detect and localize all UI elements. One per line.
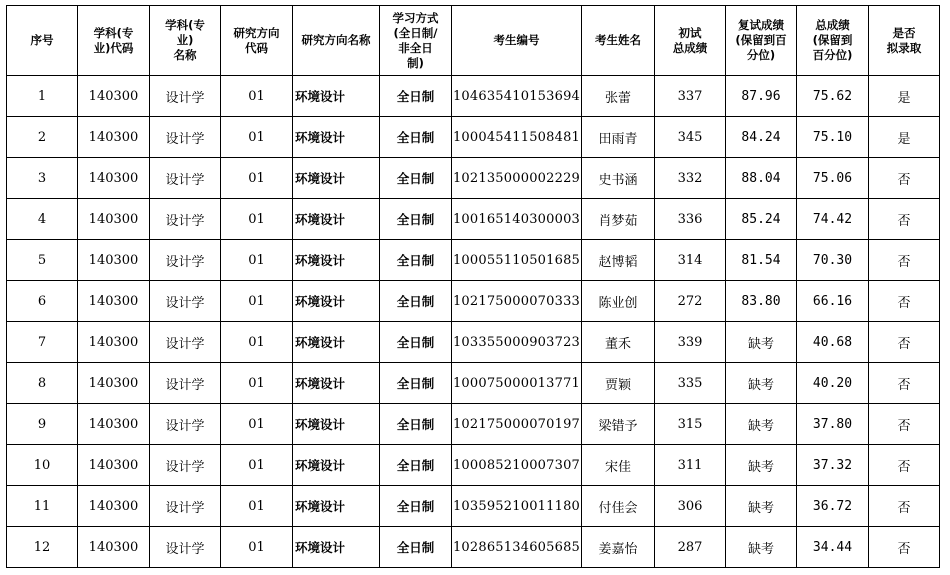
cell-admitted: 是	[869, 117, 940, 158]
cell-seq: 2	[7, 117, 78, 158]
cell-direction-name: 环境设计	[293, 322, 380, 363]
cell-candidate-id: 104635410153694	[452, 76, 582, 117]
cell-subject-name: 设计学	[150, 486, 221, 527]
table-row	[7, 363, 940, 404]
cell-admitted: 否	[869, 240, 940, 281]
cell-direction-name: 环境设计	[293, 445, 380, 486]
cell-direction-code: 01	[221, 240, 293, 281]
cell-subject-code: 140300	[78, 76, 150, 117]
cell-direction-code: 01	[221, 76, 293, 117]
cell-prelim-score: 314	[655, 240, 726, 281]
cell-study-mode: 全日制	[380, 363, 452, 404]
cell-direction-name: 环境设计	[293, 158, 380, 199]
cell-candidate-id: 102175000070333	[452, 281, 582, 322]
cell-subject-name: 设计学	[150, 199, 221, 240]
cell-direction-name: 环境设计	[293, 486, 380, 527]
cell-prelim-score: 335	[655, 363, 726, 404]
header-candidate-id: 考生编号	[452, 6, 582, 76]
cell-retest-score: 缺考	[726, 363, 797, 404]
cell-subject-name: 设计学	[150, 240, 221, 281]
header-candidate-name: 考生姓名	[582, 6, 655, 76]
cell-prelim-score: 287	[655, 527, 726, 568]
cell-prelim-score: 272	[655, 281, 726, 322]
table-row	[7, 117, 940, 158]
cell-total-score: 75.62	[797, 76, 869, 117]
cell-study-mode: 全日制	[380, 76, 452, 117]
cell-subject-code: 140300	[78, 363, 150, 404]
cell-retest-score: 87.96	[726, 76, 797, 117]
header-admitted: 是否 拟录取	[869, 6, 940, 76]
header-prelim-score: 初试 总成绩	[655, 6, 726, 76]
cell-admitted: 否	[869, 199, 940, 240]
cell-total-score: 37.32	[797, 445, 869, 486]
cell-admitted: 否	[869, 445, 940, 486]
cell-direction-code: 01	[221, 322, 293, 363]
table-row	[7, 445, 940, 486]
cell-study-mode: 全日制	[380, 404, 452, 445]
cell-subject-name: 设计学	[150, 527, 221, 568]
cell-seq: 9	[7, 404, 78, 445]
cell-candidate-id: 100165140300003	[452, 199, 582, 240]
cell-prelim-score: 311	[655, 445, 726, 486]
cell-total-score: 70.30	[797, 240, 869, 281]
table-row	[7, 527, 940, 568]
cell-retest-score: 81.54	[726, 240, 797, 281]
header-total-score: 总成绩 (保留到 百分位)	[797, 6, 869, 76]
cell-subject-name: 设计学	[150, 281, 221, 322]
cell-retest-score: 缺考	[726, 486, 797, 527]
cell-direction-code: 01	[221, 117, 293, 158]
cell-study-mode: 全日制	[380, 158, 452, 199]
cell-direction-name: 环境设计	[293, 117, 380, 158]
cell-candidate-id: 103595210011180	[452, 486, 582, 527]
cell-admitted: 否	[869, 281, 940, 322]
cell-direction-name: 环境设计	[293, 76, 380, 117]
cell-seq: 1	[7, 76, 78, 117]
cell-total-score: 37.80	[797, 404, 869, 445]
table-row	[7, 76, 940, 117]
cell-direction-code: 01	[221, 527, 293, 568]
cell-retest-score: 83.80	[726, 281, 797, 322]
header-direction-code: 研究方向 代码	[221, 6, 293, 76]
cell-candidate-id: 102865134605685	[452, 527, 582, 568]
cell-study-mode: 全日制	[380, 486, 452, 527]
cell-candidate-id: 103355000903723	[452, 322, 582, 363]
cell-prelim-score: 345	[655, 117, 726, 158]
cell-study-mode: 全日制	[380, 281, 452, 322]
cell-seq: 6	[7, 281, 78, 322]
cell-candidate-name: 付佳会	[582, 486, 655, 527]
cell-seq: 4	[7, 199, 78, 240]
cell-subject-code: 140300	[78, 240, 150, 281]
cell-admitted: 否	[869, 158, 940, 199]
cell-candidate-name: 田雨青	[582, 117, 655, 158]
cell-subject-code: 140300	[78, 404, 150, 445]
cell-direction-code: 01	[221, 158, 293, 199]
cell-subject-name: 设计学	[150, 363, 221, 404]
cell-prelim-score: 315	[655, 404, 726, 445]
cell-retest-score: 缺考	[726, 445, 797, 486]
cell-total-score: 75.06	[797, 158, 869, 199]
cell-admitted: 是	[869, 76, 940, 117]
cell-direction-code: 01	[221, 199, 293, 240]
cell-admitted: 否	[869, 322, 940, 363]
header-seq: 序号	[7, 6, 78, 76]
cell-seq: 10	[7, 445, 78, 486]
cell-admitted: 否	[869, 363, 940, 404]
cell-prelim-score: 336	[655, 199, 726, 240]
cell-subject-code: 140300	[78, 281, 150, 322]
cell-retest-score: 缺考	[726, 322, 797, 363]
table-row	[7, 199, 940, 240]
cell-seq: 12	[7, 527, 78, 568]
header-row	[7, 6, 940, 76]
table-row	[7, 404, 940, 445]
cell-candidate-name: 梁错予	[582, 404, 655, 445]
cell-seq: 3	[7, 158, 78, 199]
header-study-mode: 学习方式 (全日制/ 非全日 制)	[380, 6, 452, 76]
header-subject-code: 学科(专 业)代码	[78, 6, 150, 76]
cell-direction-name: 环境设计	[293, 363, 380, 404]
cell-prelim-score: 306	[655, 486, 726, 527]
cell-subject-name: 设计学	[150, 117, 221, 158]
cell-study-mode: 全日制	[380, 322, 452, 363]
cell-subject-code: 140300	[78, 486, 150, 527]
table-row	[7, 158, 940, 199]
cell-candidate-name: 董禾	[582, 322, 655, 363]
cell-subject-code: 140300	[78, 199, 150, 240]
cell-subject-name: 设计学	[150, 404, 221, 445]
cell-direction-name: 环境设计	[293, 404, 380, 445]
cell-study-mode: 全日制	[380, 199, 452, 240]
cell-subject-code: 140300	[78, 445, 150, 486]
header-direction-name: 研究方向名称	[293, 6, 380, 76]
cell-admitted: 否	[869, 527, 940, 568]
cell-subject-name: 设计学	[150, 158, 221, 199]
cell-candidate-id: 100085210007307	[452, 445, 582, 486]
cell-total-score: 40.20	[797, 363, 869, 404]
cell-study-mode: 全日制	[380, 117, 452, 158]
cell-candidate-name: 陈业创	[582, 281, 655, 322]
cell-direction-name: 环境设计	[293, 240, 380, 281]
cell-total-score: 34.44	[797, 527, 869, 568]
cell-retest-score: 缺考	[726, 404, 797, 445]
cell-candidate-name: 贾颖	[582, 363, 655, 404]
table-row	[7, 240, 940, 281]
table-row	[7, 322, 940, 363]
cell-candidate-name: 姜嘉怡	[582, 527, 655, 568]
table-body	[7, 76, 940, 568]
cell-total-score: 75.10	[797, 117, 869, 158]
cell-direction-code: 01	[221, 281, 293, 322]
cell-total-score: 66.16	[797, 281, 869, 322]
cell-retest-score: 84.24	[726, 117, 797, 158]
cell-retest-score: 缺考	[726, 527, 797, 568]
header-subject-name: 学科(专 业) 名称	[150, 6, 221, 76]
header-retest-score: 复试成绩 (保留到百 分位)	[726, 6, 797, 76]
cell-seq: 8	[7, 363, 78, 404]
table-row	[7, 486, 940, 527]
cell-direction-code: 01	[221, 445, 293, 486]
cell-prelim-score: 337	[655, 76, 726, 117]
cell-candidate-id: 102175000070197	[452, 404, 582, 445]
cell-study-mode: 全日制	[380, 240, 452, 281]
cell-total-score: 40.68	[797, 322, 869, 363]
cell-candidate-id: 102135000002229	[452, 158, 582, 199]
cell-retest-score: 88.04	[726, 158, 797, 199]
cell-candidate-id: 100045411508481	[452, 117, 582, 158]
cell-direction-code: 01	[221, 363, 293, 404]
cell-seq: 11	[7, 486, 78, 527]
cell-seq: 7	[7, 322, 78, 363]
cell-direction-name: 环境设计	[293, 281, 380, 322]
cell-subject-code: 140300	[78, 117, 150, 158]
cell-subject-code: 140300	[78, 158, 150, 199]
cell-study-mode: 全日制	[380, 527, 452, 568]
admission-table-container	[6, 5, 940, 568]
cell-subject-code: 140300	[78, 322, 150, 363]
cell-admitted: 否	[869, 486, 940, 527]
cell-direction-code: 01	[221, 486, 293, 527]
cell-prelim-score: 332	[655, 158, 726, 199]
cell-study-mode: 全日制	[380, 445, 452, 486]
cell-candidate-id: 100075000013771	[452, 363, 582, 404]
cell-subject-name: 设计学	[150, 322, 221, 363]
cell-candidate-name: 肖梦茹	[582, 199, 655, 240]
cell-direction-name: 环境设计	[293, 527, 380, 568]
cell-subject-name: 设计学	[150, 445, 221, 486]
cell-subject-code: 140300	[78, 527, 150, 568]
cell-retest-score: 85.24	[726, 199, 797, 240]
cell-admitted: 否	[869, 404, 940, 445]
cell-candidate-name: 张蕾	[582, 76, 655, 117]
cell-candidate-name: 赵博韬	[582, 240, 655, 281]
cell-candidate-name: 宋佳	[582, 445, 655, 486]
cell-direction-name: 环境设计	[293, 199, 380, 240]
cell-subject-name: 设计学	[150, 76, 221, 117]
admission-table	[6, 5, 940, 568]
cell-candidate-id: 100055110501685	[452, 240, 582, 281]
cell-seq: 5	[7, 240, 78, 281]
cell-prelim-score: 339	[655, 322, 726, 363]
cell-total-score: 36.72	[797, 486, 869, 527]
cell-total-score: 74.42	[797, 199, 869, 240]
table-row	[7, 281, 940, 322]
cell-direction-code: 01	[221, 404, 293, 445]
cell-candidate-name: 史书涵	[582, 158, 655, 199]
